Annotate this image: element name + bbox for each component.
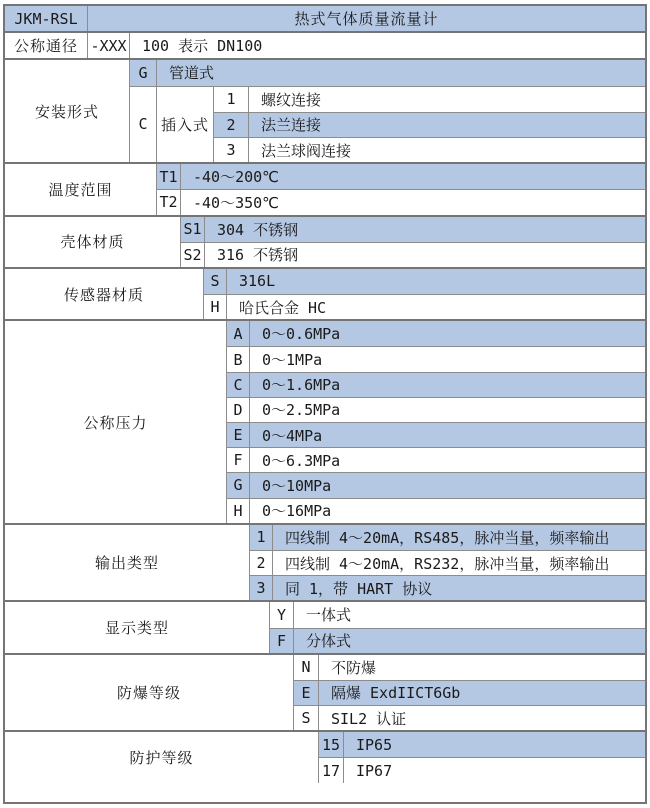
option-description: 法兰连接: [261, 116, 322, 135]
option-code: H: [204, 295, 227, 319]
option-code: 3: [250, 576, 273, 600]
option-row: [319, 732, 645, 757]
option-row: [294, 705, 645, 730]
option-description: 哈氏合金 HC: [239, 298, 327, 317]
section-nominal-pressure: [5, 319, 645, 523]
option-description: 同 1，带 HART 协议: [285, 579, 433, 598]
option-description: 100 表示 DN100: [142, 37, 263, 56]
option-code: E: [227, 423, 250, 447]
option-row: [214, 112, 645, 137]
option-description: SIL2 认证: [331, 709, 407, 728]
option-description: 316L: [239, 272, 276, 291]
option-row: [250, 550, 645, 575]
option-code: C: [227, 373, 250, 397]
option-description: 不防爆: [331, 658, 377, 677]
option-description: 0～1.6MPa: [262, 376, 341, 395]
option-row: [157, 164, 645, 189]
option-row: [214, 137, 645, 162]
option-row: [294, 655, 645, 680]
option-row: [204, 294, 645, 319]
section-display-type: [5, 600, 645, 652]
option-row: [130, 60, 645, 85]
option-row: [181, 242, 645, 267]
option-description: 316 不锈钢: [217, 246, 299, 265]
option-code: 17: [319, 758, 344, 782]
group-label: 插入式: [157, 87, 214, 163]
option-code: D: [227, 398, 250, 422]
option-description: 螺纹连接: [261, 90, 322, 109]
option-row: [270, 628, 645, 653]
option-row: [227, 397, 645, 422]
option-row: [319, 757, 645, 782]
option-description: 0～16MPa: [262, 502, 332, 521]
option-description: 0～0.6MPa: [262, 325, 341, 344]
option-code: T1: [157, 164, 181, 189]
section-label: 显示类型: [5, 602, 270, 652]
option-code: -XXX: [88, 33, 130, 58]
option-group-row: [130, 86, 645, 163]
group-code: C: [130, 87, 157, 163]
option-code: 3: [214, 138, 249, 162]
section-nominal-diameter: [5, 31, 645, 58]
section-label: 防护等级: [5, 732, 319, 782]
option-code: N: [294, 655, 319, 680]
option-code: 2: [250, 551, 273, 575]
option-code: 1: [250, 525, 273, 550]
section-label: 安装形式: [5, 60, 130, 162]
section-sensor-material: [5, 267, 645, 319]
option-description: 隔爆 ExdIICT6Gb: [331, 684, 461, 703]
section-label: 防爆等级: [5, 655, 294, 731]
section-temperature-range: [5, 162, 645, 214]
option-row: [250, 575, 645, 600]
option-code: S: [294, 706, 319, 730]
section-label: 公称通径: [5, 33, 88, 58]
option-code: B: [227, 347, 250, 371]
option-description: 一体式: [306, 606, 352, 625]
section-label: 温度范围: [5, 164, 157, 214]
option-code: S2: [181, 243, 205, 267]
option-description: 管道式: [169, 64, 215, 83]
option-code: E: [294, 681, 319, 705]
option-description: 0～1MPa: [262, 351, 323, 370]
option-code: H: [227, 499, 250, 523]
section-label: 传感器材质: [5, 269, 204, 319]
option-description: 0～6.3MPa: [262, 451, 341, 470]
option-code: T2: [157, 190, 181, 214]
option-row: [227, 372, 645, 397]
model-code-cell: JKM-RSL: [5, 6, 88, 31]
option-row: [294, 680, 645, 705]
option-code: G: [227, 473, 250, 497]
section-label: 输出类型: [5, 525, 250, 601]
option-code: F: [270, 629, 294, 653]
option-description: -40～350℃: [193, 193, 280, 212]
option-code: A: [227, 321, 250, 346]
option-description: 法兰球阀连接: [261, 141, 352, 160]
option-row: [181, 217, 645, 242]
option-description: 304 不锈钢: [217, 220, 299, 239]
option-description: 四线制 4～20mA，RS485，脉冲当量，频率输出: [285, 528, 610, 547]
option-row: [227, 346, 645, 371]
option-code: Y: [270, 602, 294, 627]
table-header-row: [5, 6, 645, 31]
option-code: S: [204, 269, 227, 294]
section-housing-material: [5, 215, 645, 267]
option-row: [250, 525, 645, 550]
option-description: 0～10MPa: [262, 476, 332, 495]
section-explosion-proof-rating: [5, 653, 645, 731]
option-description: 四线制 4～20mA，RS232，脉冲当量，频率输出: [285, 554, 610, 573]
option-code: 1: [214, 87, 249, 112]
section-protection-rating: [5, 730, 645, 782]
option-code: S1: [181, 217, 205, 242]
section-installation-type: [5, 58, 645, 162]
product-title: 热式气体质量流量计: [294, 10, 439, 29]
option-description: 0～4MPa: [262, 426, 323, 445]
option-description: IP65: [356, 735, 393, 754]
option-description: 0～2.5MPa: [262, 401, 341, 420]
option-row: [214, 87, 645, 112]
option-description: IP67: [356, 761, 393, 780]
option-row: [227, 472, 645, 497]
option-code: G: [130, 60, 157, 85]
option-row: [157, 189, 645, 214]
option-row: [88, 33, 645, 58]
option-row: [204, 269, 645, 294]
section-output-type: [5, 523, 645, 601]
option-code: F: [227, 448, 250, 472]
section-label: 壳体材质: [5, 217, 181, 267]
option-row: [227, 447, 645, 472]
option-row: [227, 498, 645, 523]
spec-selection-table: [3, 4, 647, 804]
option-row: [227, 321, 645, 346]
option-description: 分体式: [306, 632, 352, 651]
option-code: 15: [319, 732, 344, 757]
option-description: -40～200℃: [193, 168, 280, 187]
option-row: [270, 602, 645, 627]
section-label: 公称压力: [5, 321, 227, 523]
option-row: [227, 422, 645, 447]
option-code: 2: [214, 113, 249, 137]
